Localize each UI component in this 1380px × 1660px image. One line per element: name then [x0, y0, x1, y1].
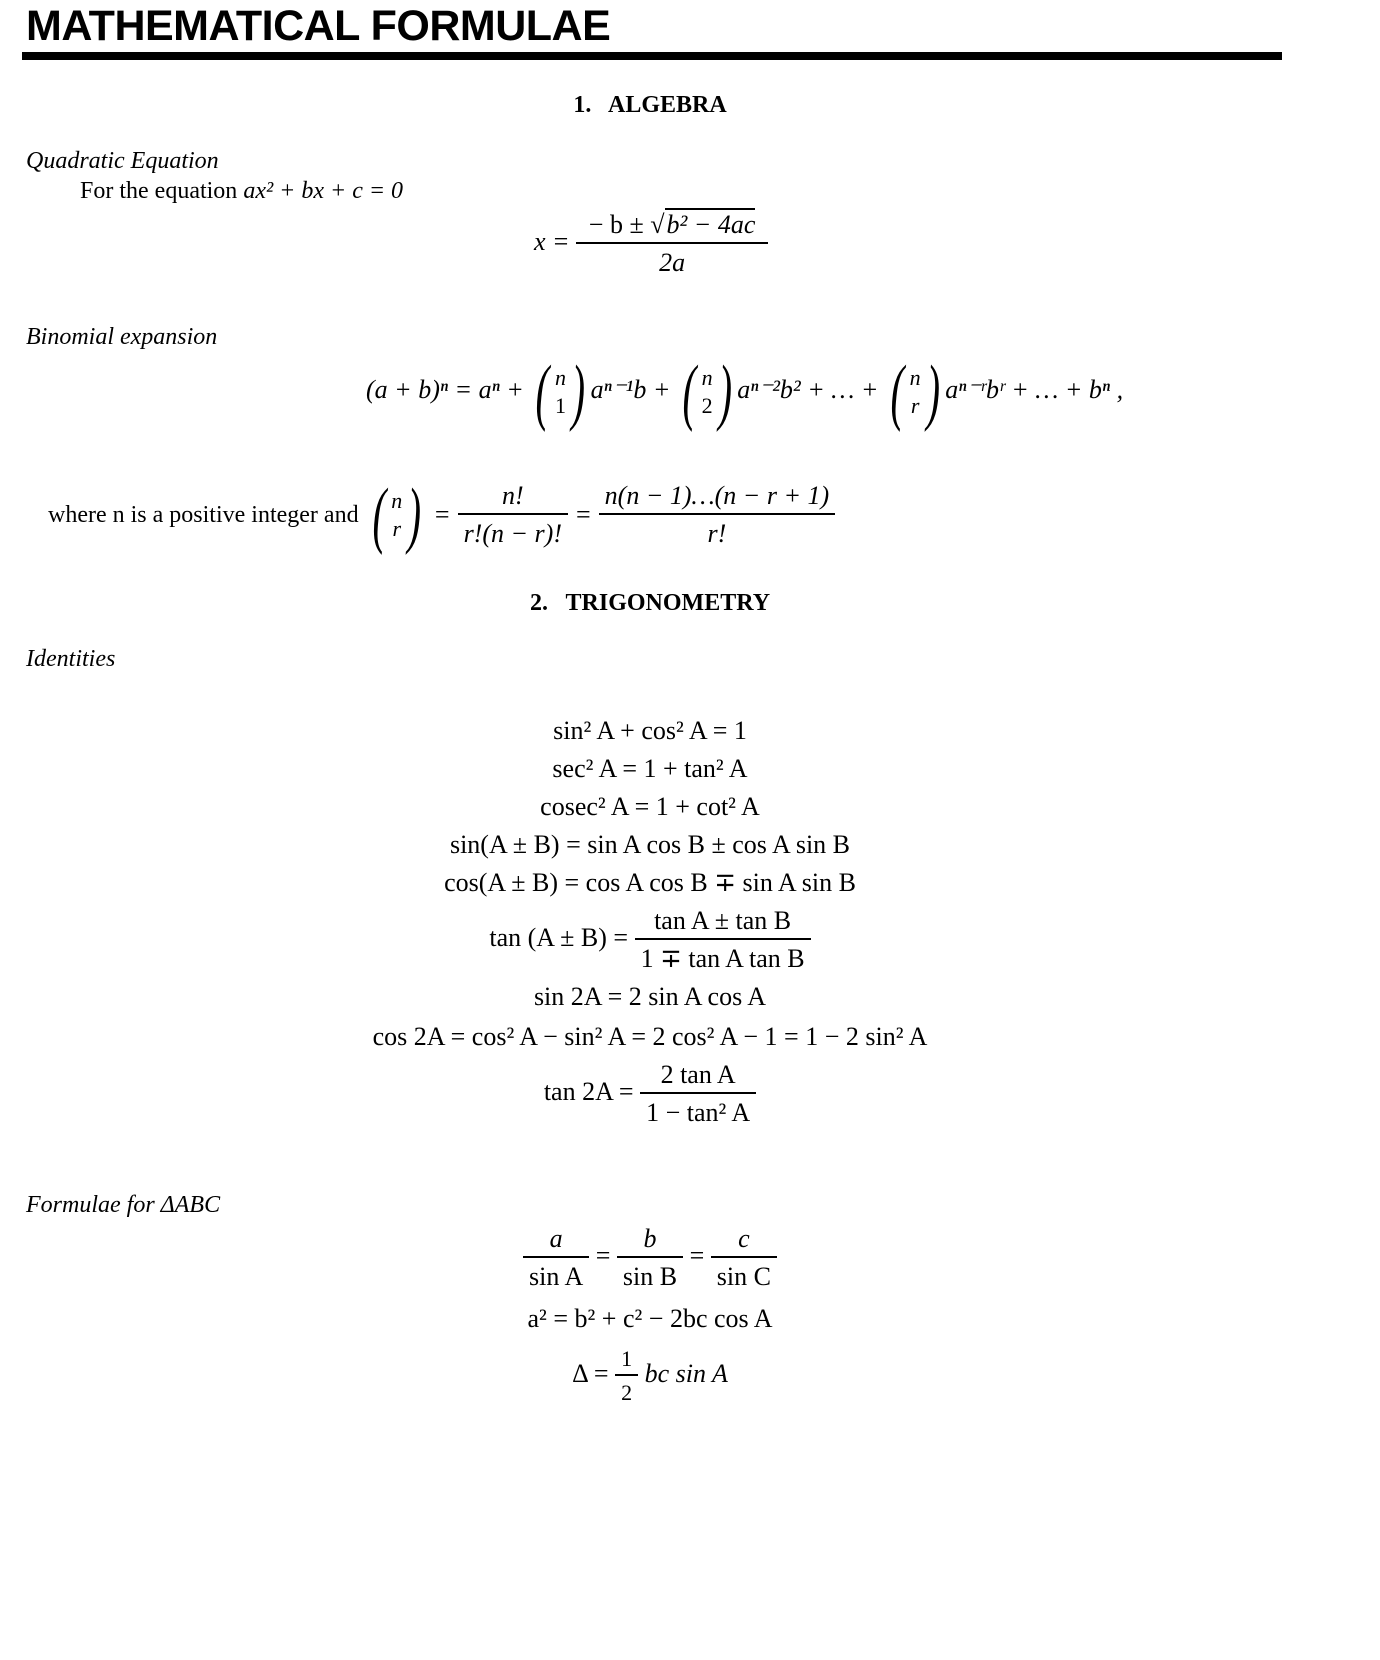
factorial-fraction: $\frac{n!}{r!(n - r)!}$ — [458, 481, 568, 549]
binomial-coef: ( n 2 ) — [682, 351, 732, 433]
cosine-rule: a² = b² + c² − 2bc cos A — [527, 1304, 773, 1333]
quadratic-intro: For the equation ax² + bx + c = 0 — [80, 178, 404, 204]
quadratic-fraction: $\frac{\text{− b ± √b² − 4ac}}{2a}$ — [576, 210, 768, 278]
sine-rule: $\frac{a}{\text{sin A}}$ = $\frac{b}{\text{sin B}}$ = $\frac{c}{\text{sin C}}$ — [0, 1224, 1300, 1292]
identities-list — [0, 712, 1300, 902]
identity: sin(A ± B) = sin A cos B ± cos A sin B — [449, 830, 851, 859]
tan-double-angle: tan 2A = $\frac{\text{2 tan A}}{\text{1 − tan² A}}$ — [0, 1060, 1300, 1128]
identity: sin² A + cos² A = 1 — [553, 716, 747, 745]
binomial-coef: ( n 1 ) — [535, 351, 586, 433]
triangle-area: Δ = $\frac{1}{2}$ bc sin A — [572, 1346, 728, 1405]
binomial-coef: ( n r ) — [372, 474, 422, 556]
binomial-coefficient-definition: where n is a positive integer and ( n r ) = $\frac{n!}{r!(n - r)!}$ = $\frac{n(n - 1)\dots(n - r + 1)}{r!}$ — [48, 478, 835, 552]
identity: sec² A = 1 + tan² A — [552, 754, 748, 783]
section-heading-trigonometry: 2. TRIGONOMETRY — [529, 590, 771, 616]
identity: cos(A ± B) = cos A cos B ∓ sin A sin B — [444, 868, 856, 897]
section-heading-algebra: 1. ALGEBRA — [573, 92, 727, 118]
binomial-expansion: (a + b)ⁿ = aⁿ + ( n 1 ) aⁿ⁻¹b + ( n 2 ) aⁿ⁻²b² + … + ( n r ) aⁿ⁻ʳbʳ + … + bⁿ , — [366, 351, 1124, 433]
identity: cosec² A = 1 + cot² A — [540, 792, 760, 821]
binomial-coef: ( n r ) — [890, 351, 940, 433]
quadratic-formula: x = $\frac{\text{− b ± √b² − 4ac}}{2a}$ — [534, 210, 768, 278]
title-underline — [22, 52, 1282, 60]
subheading-triangle: Formulae for ΔABC — [26, 1192, 221, 1218]
sin-double-angle: sin 2A = 2 sin A cos A — [533, 982, 767, 1011]
subheading-quadratic: Quadratic Equation — [26, 148, 219, 174]
subheading-binomial: Binomial expansion — [26, 324, 218, 350]
tan-sum-formula: tan (A ± B) = $\frac{\text{tan A ± tan B}}{\text{1 ∓ tan A tan B}}$ — [0, 906, 1300, 974]
subheading-identities: Identities — [26, 646, 116, 672]
page-title: MATHEMATICAL FORMULAE — [26, 2, 611, 50]
falling-factorial-fraction: $\frac{n(n - 1)\dots(n - r + 1)}{r!}$ — [599, 481, 836, 549]
cos-double-angle: cos 2A = cos² A − sin² A = 2 cos² A − 1 = 1 − 2 sin² A — [372, 1022, 928, 1051]
